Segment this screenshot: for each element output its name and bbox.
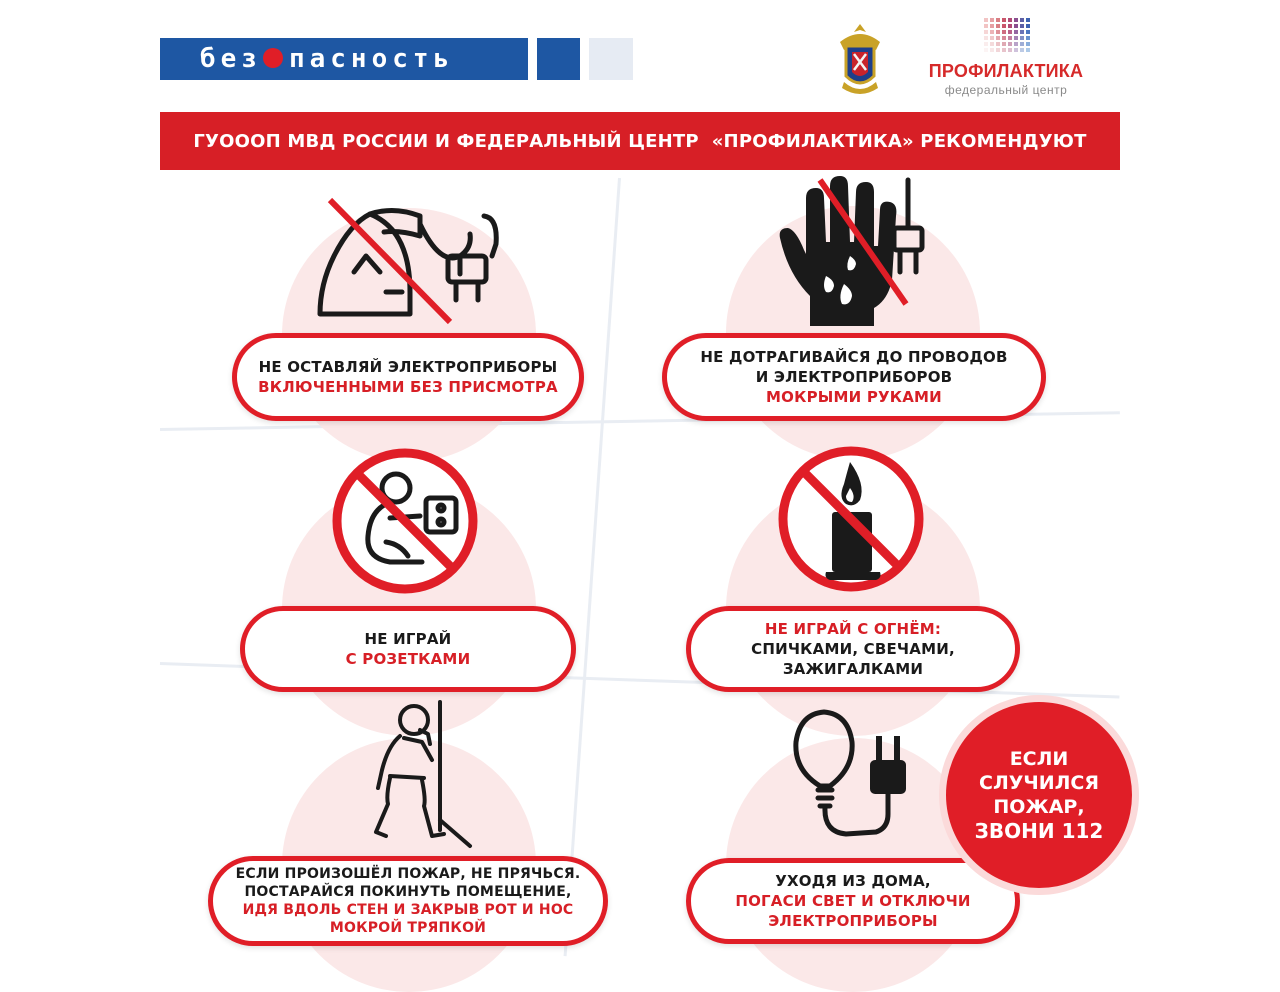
tip-text-5 xyxy=(236,865,581,937)
mvd-emblem-icon xyxy=(832,20,888,100)
child-socket-icon xyxy=(330,446,480,596)
tip-line: УХОДЯ ИЗ ДОМА, xyxy=(775,872,931,890)
org-subtitle: федеральный центр xyxy=(944,83,1068,97)
call-line: ПОЖАР, xyxy=(993,796,1085,818)
org-name: ПРОФИЛАКТИКА xyxy=(928,61,1084,81)
tip-line: ЕСЛИ ПРОИЗОШЁЛ ПОЖАР, НЕ ПРЯЧЬСЯ. xyxy=(235,866,581,882)
tip-card-6 xyxy=(686,858,1020,944)
wet-hand-plug-icon xyxy=(776,176,936,332)
tip-text-3 xyxy=(346,629,471,669)
tip-text-6 xyxy=(735,871,970,931)
tip-line-red: ПОГАСИ СВЕТ И ОТКЛЮЧИ xyxy=(735,892,971,910)
tip-card-2 xyxy=(662,333,1046,421)
tip-line: НЕ ОСТАВЛЯЙ ЭЛЕКТРОПРИБОРЫ xyxy=(258,358,558,376)
brand-o-dot xyxy=(263,48,283,68)
iron-unplugged-icon xyxy=(310,196,510,326)
tip-line: ПОСТАРАЙСЯ ПОКИНУТЬ ПОМЕЩЕНИЕ, xyxy=(244,884,572,900)
tip-text-2 xyxy=(700,347,1007,407)
call-line: ЕСЛИ xyxy=(1009,748,1069,770)
brand-square-blue xyxy=(537,38,580,80)
tip-line: ЗАЖИГАЛКАМИ xyxy=(782,660,924,678)
brand-text-right: пасность xyxy=(288,44,455,74)
tip-line-red: МОКРОЙ ТРЯПКОЙ xyxy=(329,920,487,936)
tip-card-1 xyxy=(232,333,584,421)
brand-logo-bar xyxy=(160,38,528,80)
call-number: ЗВОНИ 112 xyxy=(974,819,1104,843)
tip-text-4 xyxy=(751,619,955,679)
tip-line-red: НЕ ИГРАЙ С ОГНЁМ: xyxy=(764,620,942,638)
tip-text-1 xyxy=(258,357,558,397)
brand-text-left: без xyxy=(200,44,262,74)
candle-icon xyxy=(776,444,926,594)
bulb-plug-icon xyxy=(784,706,934,846)
call-line: СЛУЧИЛСЯ xyxy=(979,772,1099,794)
tip-line-red: МОКРЫМИ РУКАМИ xyxy=(766,388,942,406)
divider-line xyxy=(564,178,621,956)
grid-logo-icon xyxy=(984,18,1030,52)
brand-square-light xyxy=(589,38,633,80)
tip-line-red: С РОЗЕТКАМИ xyxy=(345,650,471,668)
tip-line-red: ИДЯ ВДОЛЬ СТЕН И ЗАКРЫВ РОТ И НОС xyxy=(242,902,574,918)
tip-card-4 xyxy=(686,606,1020,692)
recommendation-banner xyxy=(160,112,1120,170)
tip-card-5 xyxy=(208,856,608,946)
tip-line-red: ВКЛЮЧЕННЫМИ БЕЗ ПРИСМОТРА xyxy=(258,378,558,396)
tip-line: НЕ ДОТРАГИВАЙСЯ ДО ПРОВОДОВ xyxy=(700,348,1008,366)
banner-title: ГУОООП МВД РОССИИ И ФЕДЕРАЛЬНЫЙ ЦЕНТР «ПРОФИЛАКТИКА» РЕКОМЕНДУЮТ xyxy=(193,130,1087,152)
tip-line-red: ЭЛЕКТРОПРИБОРЫ xyxy=(768,912,938,930)
tip-card-3 xyxy=(240,606,576,692)
tip-line: СПИЧКАМИ, СВЕЧАМИ, xyxy=(751,640,955,658)
person-cover-mouth-icon xyxy=(360,700,490,850)
emergency-call-badge xyxy=(946,702,1132,888)
tip-line: НЕ ИГРАЙ xyxy=(364,630,452,648)
tip-line: И ЭЛЕКТРОПРИБОРОВ xyxy=(755,368,953,386)
